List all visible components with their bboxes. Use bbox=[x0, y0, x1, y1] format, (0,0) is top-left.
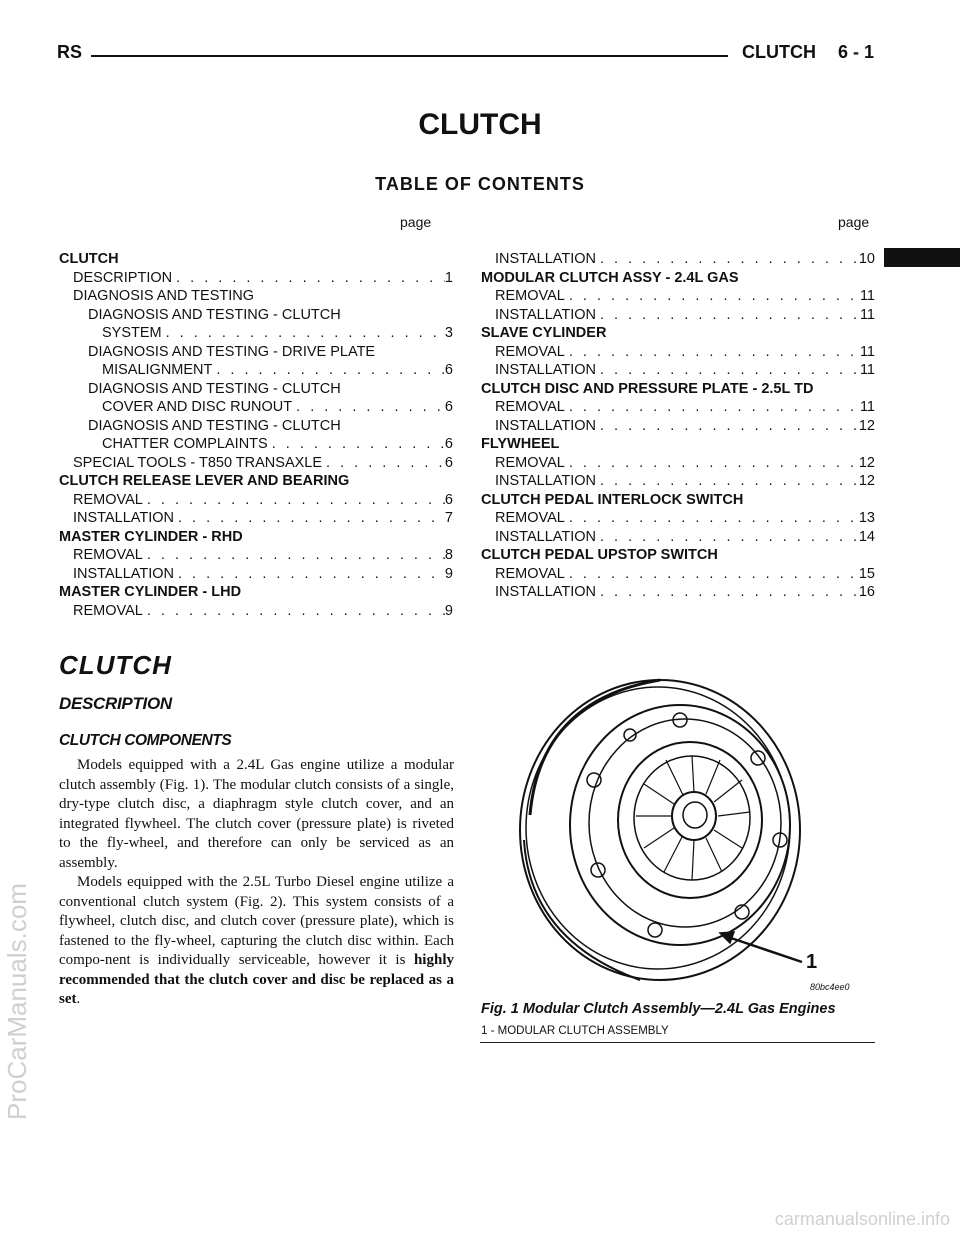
page-column-label-left: page bbox=[400, 214, 432, 230]
toc-leader-dots bbox=[143, 491, 445, 510]
toc-page-number: 16 bbox=[858, 584, 875, 600]
page-title: CLUTCH bbox=[418, 108, 542, 141]
description-text bbox=[59, 756, 454, 1010]
toc-entry-title: INSTALLATION bbox=[495, 362, 596, 378]
toc-entry bbox=[481, 583, 875, 602]
toc-leader-dots bbox=[565, 565, 859, 584]
toc-entry-title: INSTALLATION bbox=[495, 584, 596, 600]
toc-heading: MASTER CYLINDER - RHD bbox=[59, 528, 243, 545]
toc-page-number: 1 bbox=[444, 269, 453, 286]
toc-page-number: 11 bbox=[859, 362, 875, 378]
toc-entry-title: INSTALLATION bbox=[495, 528, 596, 545]
toc-entry bbox=[481, 250, 875, 269]
toc-entry bbox=[59, 435, 453, 454]
section-tab-marker bbox=[884, 248, 960, 267]
toc-leader-dots bbox=[596, 250, 859, 269]
toc-page-number: 6 bbox=[444, 362, 453, 378]
toc-leader-dots bbox=[212, 361, 445, 380]
toc-leader-dots bbox=[596, 306, 860, 325]
header-chapter: CLUTCH bbox=[741, 42, 816, 62]
toc-entry-title: INSTALLATION bbox=[73, 565, 174, 582]
figure-callout-number: 1 bbox=[806, 951, 818, 973]
toc-entry bbox=[481, 398, 875, 417]
toc-page-number: 6 bbox=[444, 491, 453, 508]
toc-entry: DIAGNOSIS AND TESTING - CLUTCH bbox=[88, 306, 341, 323]
toc-entry-title: INSTALLATION bbox=[495, 417, 596, 434]
toc-entry-title: SPECIAL TOOLS - T850 TRANSAXLE bbox=[73, 454, 323, 471]
toc-leader-dots bbox=[596, 472, 859, 491]
toc-leader-dots bbox=[174, 565, 445, 584]
toc-leader-dots bbox=[565, 287, 860, 306]
toc-page-number: 12 bbox=[858, 417, 875, 434]
toc-entry-title: SYSTEM bbox=[102, 325, 162, 341]
toc-page-number: 11 bbox=[859, 343, 875, 360]
toc-entry-title: INSTALLATION bbox=[495, 251, 596, 267]
toc-page-number: 15 bbox=[858, 565, 875, 582]
toc-page-number: 12 bbox=[858, 454, 875, 471]
subsection-title: DESCRIPTION bbox=[59, 694, 172, 713]
page-column-label-right: page bbox=[838, 214, 870, 230]
toc-heading: SLAVE CYLINDER bbox=[481, 325, 607, 341]
toc-entry bbox=[481, 343, 875, 362]
paragraph-2-end: . bbox=[76, 991, 81, 1007]
section-title: CLUTCH bbox=[59, 650, 172, 680]
toc-page-number: 14 bbox=[858, 528, 875, 545]
toc-entry bbox=[59, 602, 453, 621]
toc-leader-dots bbox=[162, 324, 445, 343]
toc-page-number: 6 bbox=[444, 454, 453, 471]
toc-entry: DIAGNOSIS AND TESTING bbox=[73, 288, 255, 304]
toc-entry-title: DESCRIPTION bbox=[73, 269, 173, 286]
toc-page-number: 11 bbox=[859, 399, 875, 415]
figure-image-code: 80bc4ee0 bbox=[810, 982, 850, 992]
toc-heading: MODULAR CLUTCH ASSY - 2.4L GAS bbox=[481, 269, 739, 286]
toc-page-number: 3 bbox=[444, 325, 453, 341]
toc-page-number: 12 bbox=[858, 473, 875, 489]
toc-entry bbox=[59, 269, 453, 288]
toc-entry bbox=[59, 509, 453, 528]
toc-entry-title: CHATTER COMPLAINTS bbox=[102, 436, 268, 452]
toc-entry bbox=[59, 398, 453, 417]
toc-entry bbox=[481, 417, 875, 436]
paragraph-2 bbox=[59, 873, 454, 1010]
toc-entry-title: REMOVAL bbox=[495, 454, 565, 471]
toc-entry-title: REMOVAL bbox=[495, 288, 565, 304]
toc-entry-title: INSTALLATION bbox=[495, 473, 596, 489]
figure-caption: Fig. 1 Modular Clutch Assembly—2.4L Gas Engines bbox=[481, 1001, 836, 1017]
toc-entry bbox=[481, 528, 875, 547]
toc-entry bbox=[59, 546, 453, 565]
toc-page-number: 10 bbox=[858, 251, 875, 267]
toc-entry bbox=[481, 509, 875, 528]
toc-entry bbox=[481, 306, 875, 325]
toc-page-number: 9 bbox=[444, 602, 453, 619]
paragraph-1: Models equipped with a 2.4L Gas engine utilize a modular clutch assembly (Fig. 1). The modular clutch consists of a single, dry-type clutch disc, a diaphragm style clutch cover, and an integrated flywheel. The clutch cover (pressure plate) is riveted to the fly-wheel, and therefore can only be serviced as an assembly. bbox=[59, 757, 454, 871]
toc-leader-dots bbox=[322, 454, 445, 473]
toc-left-column bbox=[59, 250, 453, 620]
toc-entry bbox=[59, 565, 453, 584]
toc-leader-dots bbox=[565, 398, 860, 417]
toc-page-number: 11 bbox=[859, 306, 875, 323]
figure-rule bbox=[480, 1042, 875, 1043]
toc-entry bbox=[59, 324, 453, 343]
toc-entry-title: INSTALLATION bbox=[73, 510, 174, 526]
toc-page-number: 9 bbox=[444, 565, 453, 582]
toc-title: TABLE OF CONTENTS bbox=[375, 174, 585, 194]
toc-entry: DIAGNOSIS AND TESTING - CLUTCH bbox=[88, 417, 341, 434]
toc-leader-dots bbox=[596, 361, 860, 380]
toc-page-number: 6 bbox=[444, 399, 453, 415]
toc-entry-title: REMOVAL bbox=[73, 547, 143, 563]
header-rule bbox=[91, 55, 728, 57]
toc-page-number: 7 bbox=[444, 510, 453, 526]
toc-heading: FLYWHEEL bbox=[481, 436, 560, 452]
figure-legend: 1 - MODULAR CLUTCH ASSEMBLY bbox=[481, 1025, 669, 1037]
toc-leader-dots bbox=[596, 528, 859, 547]
toc-page-number: 13 bbox=[858, 510, 875, 526]
paragraph-2-emphasis: highly recommended that the clutch cover and disc be replaced as a set bbox=[59, 952, 454, 1007]
toc-page-number: 11 bbox=[859, 288, 875, 304]
toc-leader-dots bbox=[565, 509, 859, 528]
toc-entry bbox=[59, 491, 453, 510]
toc-entry-title: COVER AND DISC RUNOUT bbox=[102, 399, 293, 415]
toc-entry bbox=[481, 361, 875, 380]
toc-entry-title: REMOVAL bbox=[73, 491, 143, 508]
toc-entry bbox=[59, 454, 453, 473]
header-page-number: 6 - 1 bbox=[837, 42, 874, 62]
toc-entry-title: INSTALLATION bbox=[495, 306, 596, 323]
toc-leader-dots bbox=[174, 509, 445, 528]
page-header bbox=[57, 40, 874, 66]
toc-entry: DIAGNOSIS AND TESTING - DRIVE PLATE bbox=[88, 343, 376, 360]
toc-entry bbox=[481, 454, 875, 473]
toc-entry bbox=[481, 287, 875, 306]
toc-heading: CLUTCH PEDAL INTERLOCK SWITCH bbox=[481, 491, 744, 508]
toc-leader-dots bbox=[596, 417, 859, 436]
toc-heading: CLUTCH DISC AND PRESSURE PLATE - 2.5L TD bbox=[481, 380, 814, 397]
toc-leader-dots bbox=[596, 583, 859, 602]
toc-heading: MASTER CYLINDER - LHD bbox=[59, 584, 242, 600]
toc-entry bbox=[481, 565, 875, 584]
modular-clutch-illustration bbox=[480, 640, 875, 1005]
toc-leader-dots bbox=[268, 435, 445, 454]
toc-leader-dots bbox=[143, 546, 445, 565]
toc-entry bbox=[481, 472, 875, 491]
header-section-code: RS bbox=[57, 42, 83, 62]
toc-entry-title: REMOVAL bbox=[495, 399, 565, 415]
toc-entry-title: MISALIGNMENT bbox=[102, 362, 213, 378]
toc-entry-title: REMOVAL bbox=[495, 343, 565, 360]
toc-heading: CLUTCH RELEASE LEVER AND BEARING bbox=[59, 473, 350, 489]
paragraph-2-text: Models equipped with the 2.5L Turbo Diesel engine utilize a conventional clutch system (Fig. 2). This system consists of a flywheel, clutch disc, and clutch cover (pressure plate), which is fastened to the fly-wheel, capturing the clutch disc within. Each compo-nent is individually serviceable, however it is bbox=[59, 874, 454, 968]
toc-right-column bbox=[481, 250, 875, 602]
toc-leader-dots bbox=[292, 398, 445, 417]
footer-watermark: carmanualsonline.info bbox=[774, 1209, 950, 1229]
toc-entry-title: REMOVAL bbox=[73, 602, 143, 619]
toc-heading: CLUTCH bbox=[59, 251, 119, 267]
toc-entry-title: REMOVAL bbox=[495, 510, 565, 526]
topic-title: CLUTCH COMPONENTS bbox=[59, 732, 232, 749]
toc-leader-dots bbox=[565, 454, 859, 473]
toc-leader-dots bbox=[565, 343, 860, 362]
toc-page-number: 6 bbox=[444, 436, 453, 452]
toc-heading: CLUTCH PEDAL UPSTOP SWITCH bbox=[481, 547, 718, 563]
toc-page-number: 8 bbox=[444, 547, 453, 563]
toc-entry-title: REMOVAL bbox=[495, 565, 565, 582]
header-title bbox=[742, 42, 874, 63]
toc-entry: DIAGNOSIS AND TESTING - CLUTCH bbox=[88, 380, 341, 397]
toc-entry bbox=[59, 361, 453, 380]
toc-leader-dots bbox=[143, 602, 445, 621]
side-watermark: ProCarManuals.com bbox=[2, 883, 32, 1120]
toc-leader-dots bbox=[172, 269, 445, 288]
